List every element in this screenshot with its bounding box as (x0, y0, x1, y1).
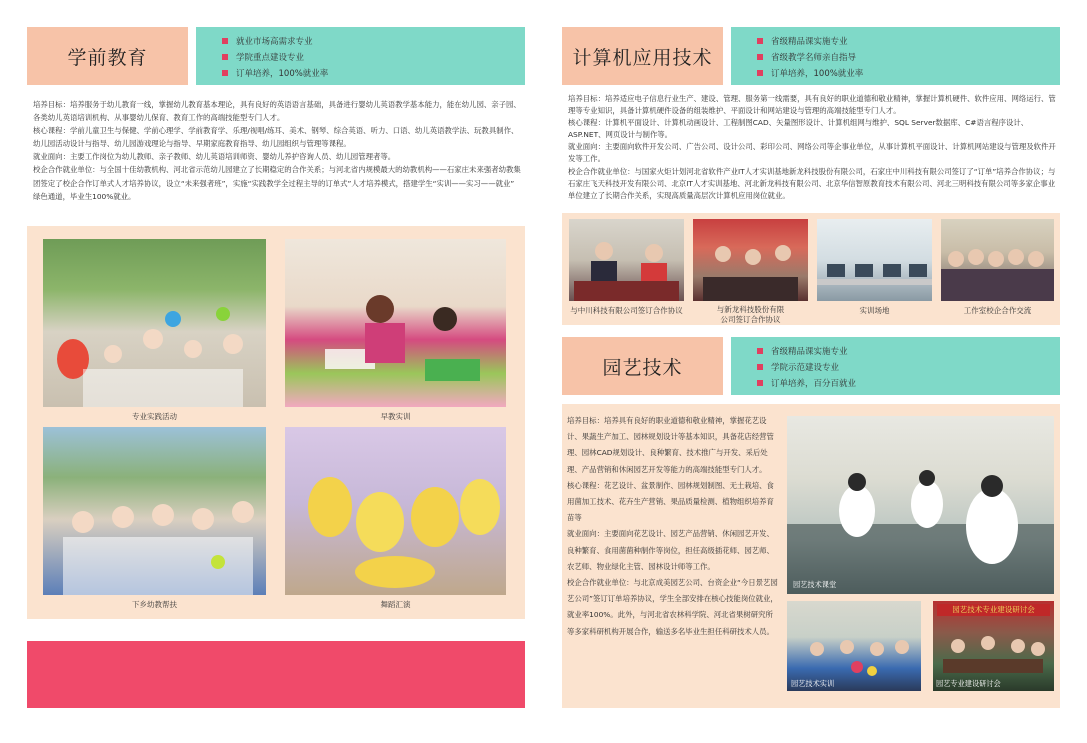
photo-caption: 实训场地 (859, 306, 890, 315)
square-bullet-icon (757, 364, 763, 370)
photo-illustration (787, 601, 921, 691)
paragraph-employment: 就业面向：主要面向花艺设计、园艺产品营销、休闲园艺开发、良种繁育、食用菌菌种制作等岗位，担任高级插花师、园艺师、农艺师、物业绿化主管、园林设计师等工作。 (567, 529, 774, 571)
paragraph-courses: 核心课程：花艺设计、盆景制作、园林规划制图、无土栽培、食用菌加工技术、花卉生产营销、果品质量检测、植物组织培养育苗等 (567, 480, 774, 523)
photo-caption: 工作室校企合作交流 (963, 306, 1032, 315)
photo-illustration (693, 219, 808, 301)
highlight-item: 订单培养，100%就业率 (757, 65, 1050, 81)
photo-xinlong-signing (693, 219, 808, 301)
paragraph-objective: 培养目标：培养具有良好的职业道德和敬业精神，掌握花艺设计、果蔬生产加工、园林规划设计等基本知识，具备花店经营管理、园林CAD规划设计、良种繁育、技术推广与开发、采后处理、产品营销和休闲园艺开发等能力的高端技能型专门人才。 (567, 416, 774, 474)
highlight-item: 订单培养，100%就业率 (222, 65, 515, 81)
paragraph-objective: 培养目标：培养适应电子信息行业生产、建设、管理、服务第一线需要，具有良好的职业道德和敬业精神，掌握计算机硬件、软件应用、网络运行、管理等专业知识，具备计算机硬件设备的组装维护、平面设计和网站建设与管理的高端技能型专门人才。 (568, 94, 1056, 116)
highlight-item: 学院示范建设专业 (757, 359, 1050, 375)
photo-rural-support (43, 427, 266, 595)
seminar-banner: 园艺技术专业建设研讨会 (937, 604, 1050, 616)
highlight-item: 就业市场高需求专业 (222, 33, 515, 49)
horticulture-description (567, 413, 779, 640)
photo-dance-show (285, 427, 506, 595)
highlight-item: 订单培养，百分百就业 (757, 375, 1050, 391)
photo-practice-activity (43, 239, 266, 407)
preschool-photo-panel (27, 226, 525, 619)
photo-early-education (285, 239, 506, 407)
photo-caption: 专业实践活动 (132, 412, 177, 421)
horticulture-panel (562, 404, 1060, 708)
photo-illustration (569, 219, 684, 301)
square-bullet-icon (757, 70, 763, 76)
highlight-item: 省级教学名师亲自指导 (757, 49, 1050, 65)
section-title-preschool (27, 27, 188, 85)
section-title-computer (562, 27, 723, 85)
photo-studio-exchange (941, 219, 1054, 301)
computer-description (568, 93, 1056, 202)
photo-caption: 舞蹈汇演 (380, 600, 411, 609)
highlight-item: 省级精品课实施专业 (757, 343, 1050, 359)
paragraph-partners: 校企合作就业单位：与国家火炬计划河北省软件产业IT人才实训基地新龙科技股份有限公司，石家庄中川科技有限公司签订了“订单”培养合作协议；与石家庄飞天科技开发有限公司、北京IT人才实训基地、河北新龙科技有限公司、北京华信智原教育技术有限公司、河北三明科技有限公司等多家企事业单位建立了长期合作关系，实现高质量高层次计算机应用岗位就业。 (568, 166, 1056, 200)
decorative-pink-bar (27, 641, 525, 708)
section-title-text: 计算机应用技术 (572, 46, 713, 69)
photo-illustration (941, 219, 1054, 301)
photo-illustration (787, 416, 1054, 594)
photo-caption: 与中川科技有限公司签订合作协议 (570, 306, 683, 315)
photo-caption: 早教实训 (380, 412, 411, 421)
section-title-text: 园艺技术 (602, 356, 683, 379)
highlight-item: 学院重点建设专业 (222, 49, 515, 65)
photo-training-room (817, 219, 932, 301)
photo-caption: 下乡幼教帮扶 (132, 600, 177, 609)
photo-illustration (285, 239, 506, 407)
square-bullet-icon (757, 54, 763, 60)
photo-illustration (817, 219, 932, 301)
paragraph-partners: 校企合作就业单位：与北京成美园艺公司、台资企业“今日景艺园艺公司”签订订单培养协议，学生全部安排在核心技能岗位就业，就业率100%。此外，与河北省农林科学院、河北省果树研究所等多家科研机构开展合作，输送多名毕业生担任科研技术人员。 (567, 578, 778, 636)
paragraph-objective: 培养目标：培养服务于幼儿教育一线，掌握幼儿教育基本理论，具有良好的英语语言基础，具备进行婴幼儿英语教学基本能力，能在幼儿园、亲子园、各类幼儿英语培训机构、从事婴幼儿保育、教育工作的高端技能型专门人才。 (33, 100, 521, 123)
photo-horticulture-training (787, 601, 921, 691)
photo-label: 园艺专业建设研讨会 (936, 679, 1001, 688)
square-bullet-icon (757, 38, 763, 44)
photo-illustration (43, 239, 266, 407)
highlights-box-preschool (196, 27, 525, 85)
photo-illustration (43, 427, 266, 595)
photo-caption: 与新龙科技股份有限 公司签订合作协议 (716, 305, 785, 324)
paragraph-employment: 就业面向：主要面向软件开发公司、广告公司、设计公司、彩印公司、网络公司等企事业单位，从事计算机平面设计、计算机网站建设与管理及软件开发等工作。 (568, 142, 1056, 164)
photo-label: 园艺技术实训 (791, 679, 835, 688)
computer-photo-panel (562, 213, 1060, 325)
photo-horticulture-classroom (787, 416, 1054, 594)
photo-zhongchuan-signing (569, 219, 684, 301)
section-title-text: 学前教育 (67, 46, 148, 69)
highlights-box-horticulture (731, 337, 1060, 395)
preschool-description (33, 98, 521, 203)
square-bullet-icon (222, 70, 228, 76)
highlights-box-computer (731, 27, 1060, 85)
square-bullet-icon (222, 54, 228, 60)
paragraph-courses: 核心课程：计算机平面设计、计算机动画设计、工程制图CAD、矢量图形设计、计算机组网与维护、SQL Server数据库、C#语言程序设计、ASP.NET、网页设计与制作等。 (568, 118, 1029, 140)
paragraph-employment: 就业面向：主要工作岗位为幼儿教师、亲子教师、幼儿英语培训师资、婴幼儿养护咨询人员、幼儿园管理者等。 (33, 152, 396, 162)
square-bullet-icon (757, 348, 763, 354)
paragraph-courses: 核心课程：学前儿童卫生与保健、学前心理学、学前教育学、乐理/视唱/练耳、美术、钢琴、综合英语、听力、口语、幼儿英语教学法、玩教具制作、幼儿园活动设计与指导、幼儿园游戏理论与指导、早期家庭教育指导、幼儿园组织与管理等课程。 (33, 126, 519, 149)
photo-illustration (285, 427, 506, 595)
section-title-horticulture (562, 337, 723, 395)
photo-horticulture-seminar (933, 601, 1054, 691)
highlight-item: 省级精品课实施专业 (757, 33, 1050, 49)
photo-label: 园艺技术课堂 (793, 580, 837, 589)
paragraph-partners: 校企合作就业单位：与全国十佳幼教机构、河北省示范幼儿园建立了长期稳定的合作关系；与河北省内规模最大的幼教机构——石家庄未来强者幼教集团签定了校企合作订单式人才培养协议，设立“未来强者班”，实施“实践教学全过程主导的订单式”人才培养模式，搭建学生“实训——实习——就业” 绿色通道，毕业生100%就业。 (33, 165, 521, 201)
square-bullet-icon (757, 380, 763, 386)
square-bullet-icon (222, 38, 228, 44)
